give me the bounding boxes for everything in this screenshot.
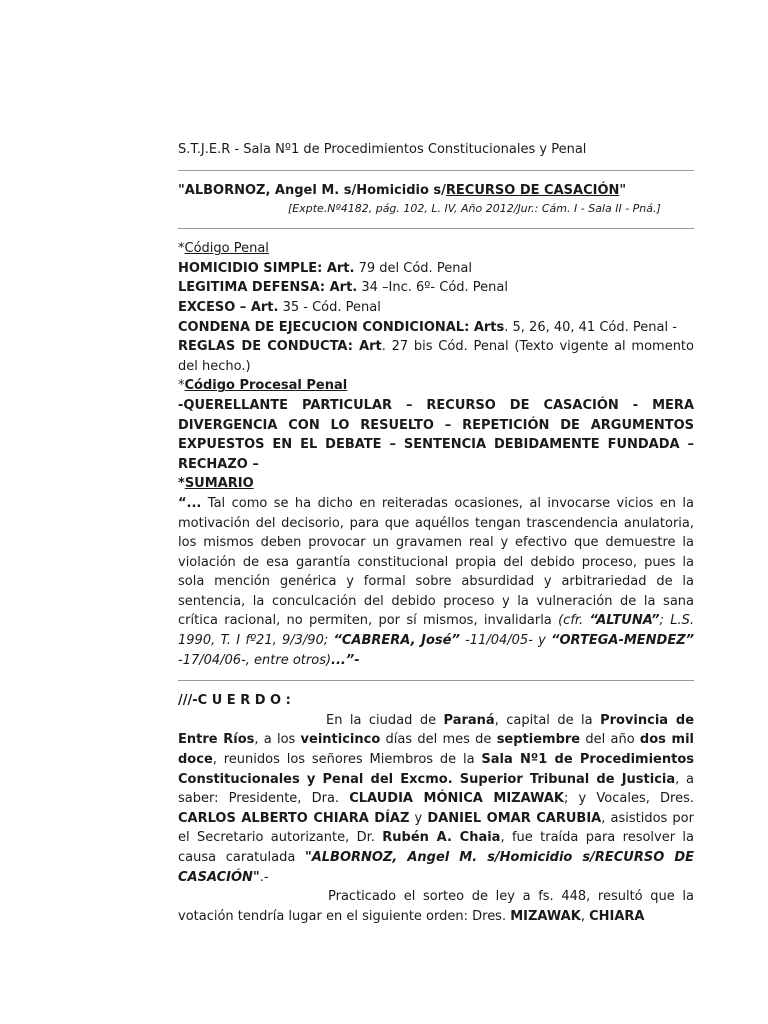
text-run: Practicado el sorteo de ley a fs. 448, resultó que la votación tendría lugar en el siguiente orden: Dres. [178,889,694,924]
text-run: días del mes de [380,732,497,748]
text-run: CARLOS ALBERTO CHIARA DÍAZ [178,810,410,826]
codigo-penal-line: EXCESO – Art. 35 - Cód. Penal [178,299,381,315]
text-run: CLAUDIA MÓNICA MIZAWAK [349,791,564,807]
acuerdo-label: ///-C U E R D O : [178,693,291,709]
text-run: , reunidos los señores Miembros de la [212,752,482,768]
text-run: septiembre [496,732,581,748]
codigo-procesal-heading [178,376,694,396]
acuerdo-paragraph-1: En la ciudad de Paraná, capital de la Provincia de Entre Ríos, a los veinticinco días del mes de septiembre del año dos mil doce, reunidos los señores Miembros de la Sala Nº1 de Procedimientos Constitucionales y Penal del Excmo. Superior Tribunal de Justicia, a saber: Presidente, Dra. CLAUDIA MÓNICA MIZAWAK; y Vocales, Dres. CARLOS ALBERTO CHIARA DÍAZ y DANIEL OMAR CARUBIA, asistidos por el Secretario autorizante, Dr. Rubén A. Chaia, fue traída para resolver la causa caratulada "ALBORNOZ, Angel M. s/Homicidio s/RECURSO DE CASACIÓN".- [178,712,695,885]
text-run: Provincia de Entre Ríos [178,712,695,748]
codigo-penal-heading [178,239,694,259]
case-reference: [Expte.Nº4182, pág. 102, L. IV, Año 2012/Jur.: Cám. I - Sala II - Pná.] [288,202,661,216]
sumario-heading [178,474,694,494]
text-run: En la ciudad de [326,712,444,728]
divider [178,680,694,681]
heading-text: Código Penal [184,241,269,257]
text-run: , a los [254,732,301,748]
text-run: , asistidos por el Secretario autorizante, Dr. [178,810,694,846]
codigo-penal-line: REGLAS DE CONDUCTA: Art. 27 bis Cód. Penal (Texto vigente al momento del hecho.) [178,339,694,374]
case-title-suffix: " [619,182,627,198]
text-run: ; y Vocales, Dres. [563,791,694,807]
heading-text: Código Procesal Penal [184,378,348,394]
text-run: CHIARA [589,908,645,924]
codigo-procesal-body: -QUERELLANTE PARTICULAR – RECURSO DE CASACIÓN - MERA DIVERGENCIA CON LO RESUELTO – REPETICIÓN DE ARGUMENTOS EXPUESTOS EN EL DEBATE – SENTENCIA DEBIDAMENTE FUNDADA – RECHAZO – [178,397,694,472]
court-heading: S.T.J.E.R - Sala Nº1 de Procedimientos Constitucionales y Penal [178,142,587,157]
text-run: Sala Nº1 de Procedimientos Constitucionales y Penal del Excmo. Superior Tribunal de Justicia [178,752,694,787]
heading-star: * [178,378,185,394]
text-run: dos mil doce [178,732,694,768]
acuerdo-p1-runs [178,713,694,865]
text-run: Paraná [443,712,495,728]
text-run: , [580,908,590,924]
heading-star: * [178,476,185,492]
codigo-penal-line: CONDENA DE EJECUCION CONDICIONAL: Arts. 5, 26, 40, 41 Cód. Penal - [178,319,677,335]
text-run: DANIEL OMAR CARUBIA [427,810,602,826]
codigo-penal-line: HOMICIDIO SIMPLE: Art. 79 del Cód. Penal [178,260,473,276]
codigo-penal-list [178,259,694,377]
caratula: "ALBORNOZ, Angel M. s/Homicidio s/RECURSO DE CASACIÓN" [178,850,694,885]
document-body [178,140,694,926]
text-run: veinticinco [300,732,381,748]
divider [178,170,694,171]
text-run: MIZAWAK [510,908,581,924]
heading-star: * [178,241,185,257]
sumario-body: “... Tal como se ha dicho en reiteradas ocasiones, al invocarse vicios en la motivación del decisorio, para que aquéllos tengan trascendencia anulatoria, los mismos deben provocar un gravamen real y efectivo que demuestre la violación de esa garantía constitucional propia del debido proceso, pues la sola mención genérica y formal sobre absurdidad y arbitrariedad de la sentencia, la conculcación del debido proceso y la vulneración de la sana crítica racional, no permiten, por sí mismos, invalidarla (cfr. “ALTUNA”; L.S. 1990, T. I fº21, 9/3/90; “CABRERA, José” -11/04/05- y “ORTEGA-MENDEZ” -17/04/06-, entre otros)...”- [178,495,695,668]
text-run: Rubén A. Chaia [382,830,501,846]
text-run: , fue traída para resolver la causa caratulada [178,830,695,865]
text-run: , capital de la [494,712,601,728]
acuerdo-paragraph-2 [178,887,694,926]
text-run: , a saber: Presidente, Dra. [178,771,694,807]
codigo-penal-line: LEGITIMA DEFENSA: Art. 34 –Inc. 6º- Cód. Penal [178,280,508,296]
divider [178,228,694,229]
case-title [178,181,694,201]
case-title-underlined: RECURSO DE CASACIÓN [445,182,620,198]
heading-text: SUMARIO [184,476,254,492]
text-run: y [409,810,428,826]
case-title-prefix: "ALBORNOZ, Angel M. s/Homicidio s/ [178,182,446,198]
text-run: del año [580,732,640,748]
